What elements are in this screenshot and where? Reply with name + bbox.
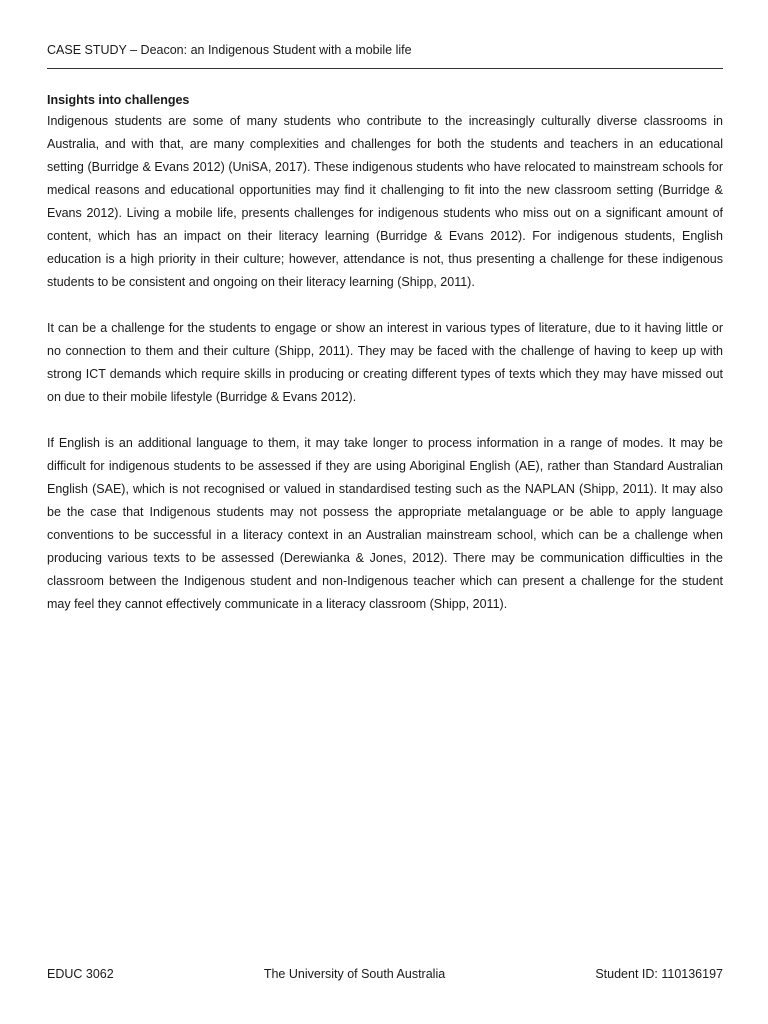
footer-student-id: Student ID: 110136197 [595,967,723,981]
section-heading: Insights into challenges [47,93,190,107]
header-divider [47,68,723,69]
main-content [47,90,723,639]
footer-course-code: EDUC 3062 [47,967,114,981]
paragraph-2: It can be a challenge for the students to engage or show an interest in various types of literature, due to it having little or no connection to them and their culture (Shipp, 2011). They may be faced with the challenge of having to keep up with strong ICT demands which require skills in producing or creating different types of texts which they may have missed out on due to their mobile lifestyle (Burridge & Evans 2012). [47,321,723,404]
paragraph-3: If English is an additional language to them, it may take longer to process information in a range of modes. It may be difficult for indigenous students to be assessed if they are using Aboriginal English (AE), rather than Standard Australian English (SAE), which is not recognised or valued in standardised testing such as the NAPLAN (Shipp, 2011). It may also be the case that Indigenous students may not possess the appropriate metalanguage or be able to apply language conventions to be successful in a literacy context in an Australian mainstream school, which can be a challenge when producing various texts to be assessed (Derewianka & Jones, 2012). There may be communication difficulties in the classroom between the Indigenous student and non-Indigenous teacher which can present a challenge for the student may feel they cannot effectively communicate in a literacy classroom (Shipp, 2011). [47,436,723,611]
footer-university: The University of South Australia [263,967,446,981]
paragraph-1: Indigenous students are some of many students who contribute to the increasingly culturally diverse classrooms in Australia, and with that, are many complexities and challenges for both the students and teachers in an educational setting (Burridge & Evans 2012) (UniSA, 2017). These indigenous students who have relocated to mainstream schools for medical reasons and educational opportunities may find it challenging to fit into the new classroom setting (Burridge & Evans 2012). Living a mobile life, presents challenges for indigenous students who miss out on a significant amount of content, which has an impact on their literacy learning (Burridge & Evans 2012). For indigenous students, English education is a high priority in their culture; however, attendance is not, thus presenting a challenge for these indigenous students to be consistent and ongoing on their literacy learning (Shipp, 2011). [47,114,723,289]
page-header [47,42,723,58]
page-footer [47,966,723,982]
header-title: CASE STUDY – Deacon: an Indigenous Student with a mobile life [47,43,412,57]
